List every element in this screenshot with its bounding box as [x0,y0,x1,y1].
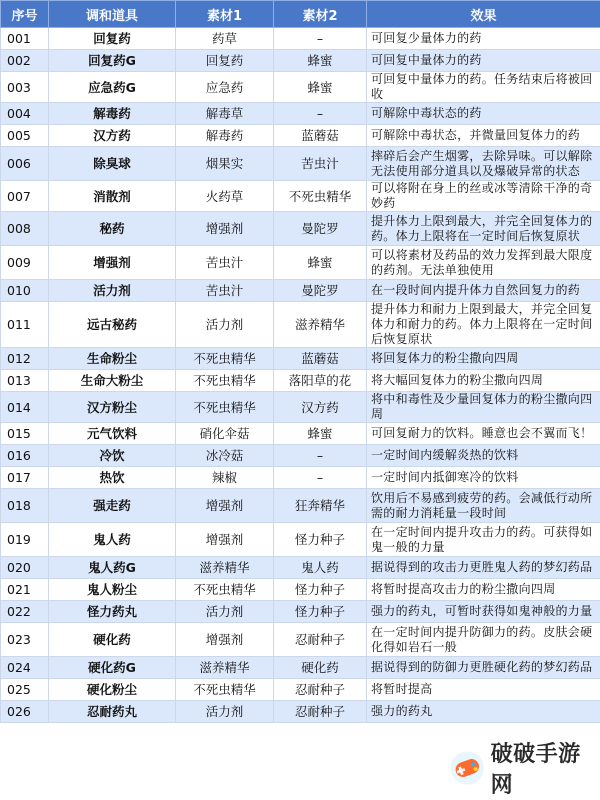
material-1: 不死虫精华 [176,579,274,601]
item-name: 增强剂 [49,246,176,280]
row-index: 013 [1,370,49,392]
table-row [1,557,600,579]
material-2: 蓝蘑菇 [274,125,367,147]
item-name: 活力剂 [49,280,176,302]
table-row [1,657,600,679]
header-material-2: 素材2 [274,1,367,28]
table-row [1,489,600,523]
item-name: 硬化药 [49,623,176,657]
item-effect: 可解除中毒状态的药 [367,103,600,125]
row-index: 022 [1,601,49,623]
material-1: 不死虫精华 [176,348,274,370]
row-index: 011 [1,302,49,348]
item-name: 远古秘药 [49,302,176,348]
material-1: 解毒药 [176,125,274,147]
item-effect: 提升体力上限到最大，并完全回复体力的药。体力上限将在一定时间后恢复原状 [367,212,600,246]
gamepad-logo-icon [448,747,487,789]
table-row [1,370,600,392]
item-effect: 将暂时提高攻击力的粉尘撒向四周 [367,579,600,601]
table-row [1,523,600,557]
item-effect: 可回复耐力的饮料。睡意也会不翼而飞！ [367,423,600,445]
material-2: 硬化药 [274,657,367,679]
item-name: 强走药 [49,489,176,523]
row-index: 004 [1,103,49,125]
watermark-text: 破破手游网 [490,742,581,798]
row-index: 020 [1,557,49,579]
table-body [1,28,600,723]
table-row [1,280,600,302]
item-name: 秘药 [49,212,176,246]
header-item: 调和道具 [49,1,176,28]
row-index: 012 [1,348,49,370]
table-row [1,212,600,246]
material-2: 蜂蜜 [274,423,367,445]
material-1: 活力剂 [176,302,274,348]
material-2: – [274,28,367,50]
material-2: 蜂蜜 [274,72,367,103]
material-2: 怪力种子 [274,579,367,601]
material-1: 不死虫精华 [176,679,274,701]
table-row [1,701,600,723]
material-2: 蓝蘑菇 [274,348,367,370]
material-1: 解毒草 [176,103,274,125]
material-1: 增强剂 [176,623,274,657]
table-row [1,579,600,601]
row-index: 010 [1,280,49,302]
item-name: 鬼人药 [49,523,176,557]
material-1: 增强剂 [176,212,274,246]
item-name: 消散剂 [49,181,176,212]
row-index: 016 [1,445,49,467]
item-effect: 据说得到的攻击力更胜鬼人药的梦幻药品 [367,557,600,579]
item-name: 生命粉尘 [49,348,176,370]
material-1: 苦虫汁 [176,280,274,302]
material-1: 烟果实 [176,147,274,181]
item-name: 热饮 [49,467,176,489]
row-index: 019 [1,523,49,557]
material-1: 硝化伞菇 [176,423,274,445]
item-effect: 一定时间内抵御寒冷的饮料 [367,467,600,489]
watermark [444,742,594,798]
table-row [1,147,600,181]
material-2: 蜂蜜 [274,246,367,280]
table-row [1,72,600,103]
item-effect: 可回复中量体力的药。任务结束后将被回收 [367,72,600,103]
row-index: 015 [1,423,49,445]
material-1: 苦虫汁 [176,246,274,280]
table-row [1,601,600,623]
material-2: 忍耐种子 [274,623,367,657]
row-index: 018 [1,489,49,523]
table-row [1,467,600,489]
material-2: 鬼人药 [274,557,367,579]
material-2: 不死虫精华 [274,181,367,212]
item-effect: 将回复体力的粉尘撒向四周 [367,348,600,370]
header-effect: 效果 [367,1,600,28]
material-1: 不死虫精华 [176,370,274,392]
material-1: 回复药 [176,50,274,72]
material-1: 增强剂 [176,489,274,523]
item-effect: 可以将附在身上的丝或冰等清除干净的奇妙药 [367,181,600,212]
material-1: 滋养精华 [176,657,274,679]
item-effect: 可回复少量体力的药 [367,28,600,50]
item-effect: 摔碎后会产生烟雾，去除异味。可以解除无法使用部分道具以及爆破异常的状态 [367,147,600,181]
item-effect: 将中和毒性及少量回复体力的粉尘撒向四周 [367,392,600,423]
item-name: 硬化药G [49,657,176,679]
material-1: 活力剂 [176,701,274,723]
item-name: 元气饮料 [49,423,176,445]
material-1: 不死虫精华 [176,392,274,423]
item-effect: 可以将素材及药品的效力发挥到最大限度的药剂。无法单独使用 [367,246,600,280]
item-effect: 在一定时间内提升防御力的药。皮肤会硬化得如岩石一般 [367,623,600,657]
item-effect: 在一段时间内提升体力自然回复力的药 [367,280,600,302]
item-name: 冷饮 [49,445,176,467]
row-index: 003 [1,72,49,103]
row-index: 008 [1,212,49,246]
item-name: 除臭球 [49,147,176,181]
item-effect: 强力的药丸 [367,701,600,723]
material-2: 汉方药 [274,392,367,423]
table-row [1,28,600,50]
material-2: 滋养精华 [274,302,367,348]
row-index: 006 [1,147,49,181]
item-effect: 将大幅回复体力的粉尘撒向四周 [367,370,600,392]
header-row [1,1,600,28]
material-2: – [274,103,367,125]
material-1: 滋养精华 [176,557,274,579]
item-effect: 据说得到的防御力更胜硬化药的梦幻药品 [367,657,600,679]
material-2: 落阳草的花 [274,370,367,392]
row-index: 021 [1,579,49,601]
row-index: 007 [1,181,49,212]
material-2: 怪力种子 [274,523,367,557]
material-1: 增强剂 [176,523,274,557]
row-index: 017 [1,467,49,489]
item-effect: 强力的药丸，可暂时获得如鬼神般的力量 [367,601,600,623]
row-index: 014 [1,392,49,423]
material-2: – [274,445,367,467]
row-index: 024 [1,657,49,679]
material-1: 火药草 [176,181,274,212]
item-effect: 提升体力和耐力上限到最大，并完全回复体力和耐力的药。体力上限将在一定时间后恢复原状 [367,302,600,348]
row-index: 009 [1,246,49,280]
table-row [1,623,600,657]
table-row [1,392,600,423]
table-row [1,348,600,370]
material-1: 冰冷菇 [176,445,274,467]
item-effect: 一定时间内缓解炎热的饮料 [367,445,600,467]
item-name: 回复药G [49,50,176,72]
row-index: 002 [1,50,49,72]
table-row [1,181,600,212]
material-1: 应急药 [176,72,274,103]
row-index: 005 [1,125,49,147]
table-row [1,246,600,280]
material-2: 忍耐种子 [274,679,367,701]
material-2: 苦虫汁 [274,147,367,181]
item-effect: 将暂时提高 [367,679,600,701]
row-index: 023 [1,623,49,657]
table-row [1,445,600,467]
table-row [1,302,600,348]
material-2: 曼陀罗 [274,280,367,302]
material-2: 怪力种子 [274,601,367,623]
material-2: – [274,467,367,489]
item-name: 汉方药 [49,125,176,147]
table-row [1,103,600,125]
material-2: 曼陀罗 [274,212,367,246]
table-row [1,125,600,147]
item-name: 怪力药丸 [49,601,176,623]
item-effect: 在一定时间内提升攻击力的药。可获得如鬼一般的力量 [367,523,600,557]
item-effect: 可回复中量体力的药 [367,50,600,72]
item-name: 解毒药 [49,103,176,125]
item-name: 忍耐药丸 [49,701,176,723]
row-index: 025 [1,679,49,701]
row-index: 001 [1,28,49,50]
item-name: 生命大粉尘 [49,370,176,392]
item-name: 回复药 [49,28,176,50]
item-effect: 可解除中毒状态，并微量回复体力的药 [367,125,600,147]
item-name: 鬼人粉尘 [49,579,176,601]
material-2: 蜂蜜 [274,50,367,72]
table-row [1,50,600,72]
item-effect: 饮用后不易感到疲劳的药。会减低行动所需的耐力消耗量一段时间 [367,489,600,523]
material-2: 忍耐种子 [274,701,367,723]
material-1: 药草 [176,28,274,50]
table-row [1,679,600,701]
header-material-1: 素材1 [176,1,274,28]
item-name: 应急药G [49,72,176,103]
item-name: 汉方粉尘 [49,392,176,423]
item-name: 鬼人药G [49,557,176,579]
row-index: 026 [1,701,49,723]
item-name: 硬化粉尘 [49,679,176,701]
material-1: 活力剂 [176,601,274,623]
header-index: 序号 [1,1,49,28]
material-1: 辣椒 [176,467,274,489]
table-row [1,423,600,445]
material-2: 狂奔精华 [274,489,367,523]
